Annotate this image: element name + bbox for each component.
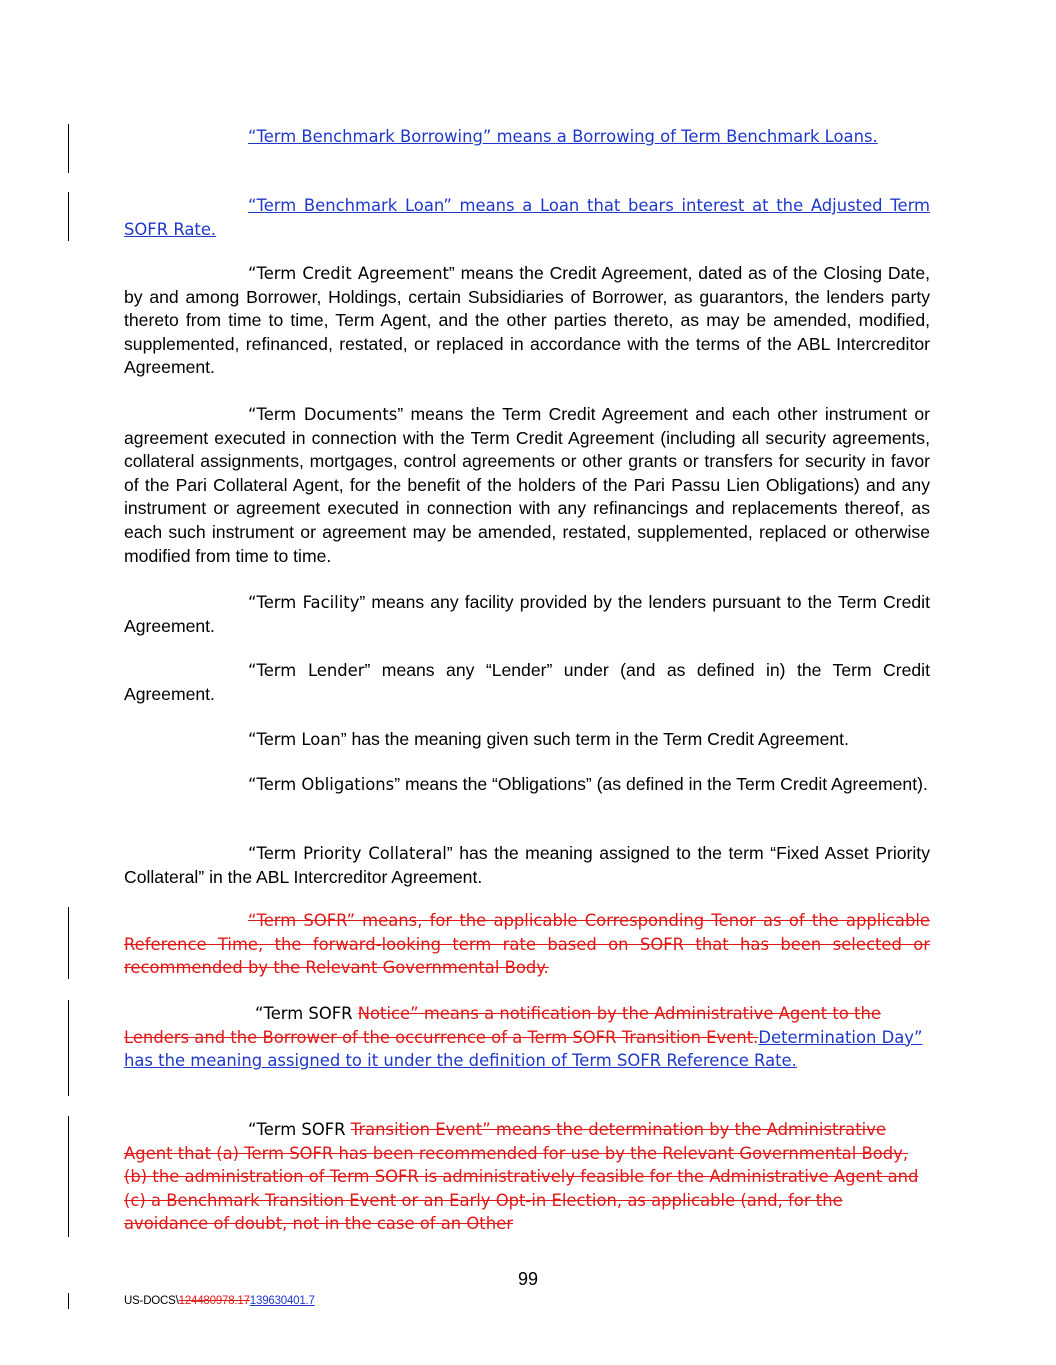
defined-term: “Term Loan — [248, 730, 341, 749]
defined-term: “Term Lender — [248, 661, 365, 680]
document-id-prefix: US-DOCS\ — [124, 1295, 179, 1307]
definition-term-benchmark-loan — [124, 194, 930, 241]
definition-text: ” means any facility provided by the lenders pursuant to the Term Credit Agreement. — [124, 592, 930, 636]
defined-term: “Term SOFR — [248, 1120, 351, 1139]
definition-text: ” has the meaning given such term in the Term Credit Agreement. — [340, 729, 849, 749]
defined-term: “Term Documents — [248, 405, 398, 424]
defined-term: “Term Credit Agreement — [248, 264, 449, 283]
definition-text: ” has the meaning assigned to the term “Fixed Asset Priority Collateral” in the ABL Intercreditor Agreement. — [124, 843, 930, 887]
deleted-text: “Term SOFR” means, for the applicable Corresponding Tenor as of the applicable Reference Time, the forward-looking term rate based on SOFR that has been selected or recommended by the Relevant Governmental Body. — [124, 911, 930, 978]
definition-term-benchmark-borrowing — [124, 125, 930, 149]
page-number: 99 — [517, 1269, 539, 1289]
change-bar-p12 — [68, 1116, 69, 1237]
change-bar-p2 — [68, 192, 69, 241]
defined-term: “Term Facility — [248, 593, 360, 612]
definition-term-priority-collateral — [124, 842, 930, 889]
change-bar-footer — [68, 1293, 69, 1309]
inserted-text: “Term Benchmark Borrowing” means a Borrowing of Term Benchmark Loans. — [248, 127, 878, 146]
definition-term-documents — [124, 403, 930, 568]
document-id — [124, 1295, 315, 1307]
deleted-text: Transition Event” means the determination by the Administrative Agent that (a) Term SOFR has been recommended for use by the Relevant Governmental Body, (b) the administration of Term SOFR is administratively feasible for the Administrative Agent and (c) a Benchmark Transition Event or an Early Opt-in Election, as applicable (and, for the avoidance of doubt, not in the case of an Other — [124, 1120, 919, 1234]
inserted-text: “Term Benchmark Loan” means a Loan that bears interest at the Adjusted Term SOFR Rate. — [124, 196, 930, 239]
definition-text: ” means the Credit Agreement, dated as of the Closing Date, by and among Borrower, Holdings, certain Subsidiaries of Borrower, as guarantors, the lenders party thereto from time to time, Term Agent, and the other parties thereto, as may be amended, modified, supplemented, refinanced, restated, or replaced in accordance with the terms of the ABL Intercreditor Agreement. — [124, 263, 930, 378]
document-id-deleted: 124480978.17 — [178, 1295, 250, 1307]
defined-term: “Term SOFR — [255, 1004, 358, 1023]
definition-text: ” means the “Obligations” (as defined in the Term Credit Agreement). — [394, 774, 928, 794]
deleted-text: Notice” means a notification by the Administrative Agent to the Lenders and the Borrower of the occurrence of a Term SOFR Transition Event. — [124, 1004, 881, 1047]
definition-text: ” means the Term Credit Agreement and each other instrument or agreement executed in connection with the Term Credit Agreement (including all security agreements, collateral assignments, mortgages, control agreements or other grants or transfers for security in favor of the Pari Collateral Agent, for the benefit of the holders of the Pari Passu Lien Obligations) and any instrument or agreement executed in connection with any refinancings and replacements thereof, as each such instrument or agreement may be amended, restated, supplemented, replaced or otherwise modified from time to time. — [124, 404, 930, 566]
definition-term-sofr-determination-day — [124, 1002, 930, 1073]
change-bar-p1 — [68, 124, 69, 173]
definition-text: ” means any “Lender” under (and as defined in) the Term Credit Agreement. — [124, 660, 930, 704]
definition-term-sofr-deleted — [124, 909, 930, 980]
definition-term-lender — [124, 659, 930, 706]
defined-term: “Term Priority Collateral — [248, 844, 447, 863]
inserted-text: Determination Day” has the meaning assigned to it under the definition of Term SOFR Reference Rate. — [124, 1027, 923, 1071]
change-bar-p10 — [68, 907, 69, 979]
definition-term-loan — [124, 728, 930, 752]
definition-term-sofr-transition-event — [124, 1118, 930, 1236]
defined-term: “Term Obligations — [248, 775, 395, 794]
definition-term-facility — [124, 591, 930, 638]
document-id-inserted: 139630401.7 — [249, 1295, 315, 1307]
definition-term-obligations — [124, 773, 930, 797]
definition-term-credit-agreement — [124, 262, 930, 380]
change-bar-p11 — [68, 1000, 69, 1096]
